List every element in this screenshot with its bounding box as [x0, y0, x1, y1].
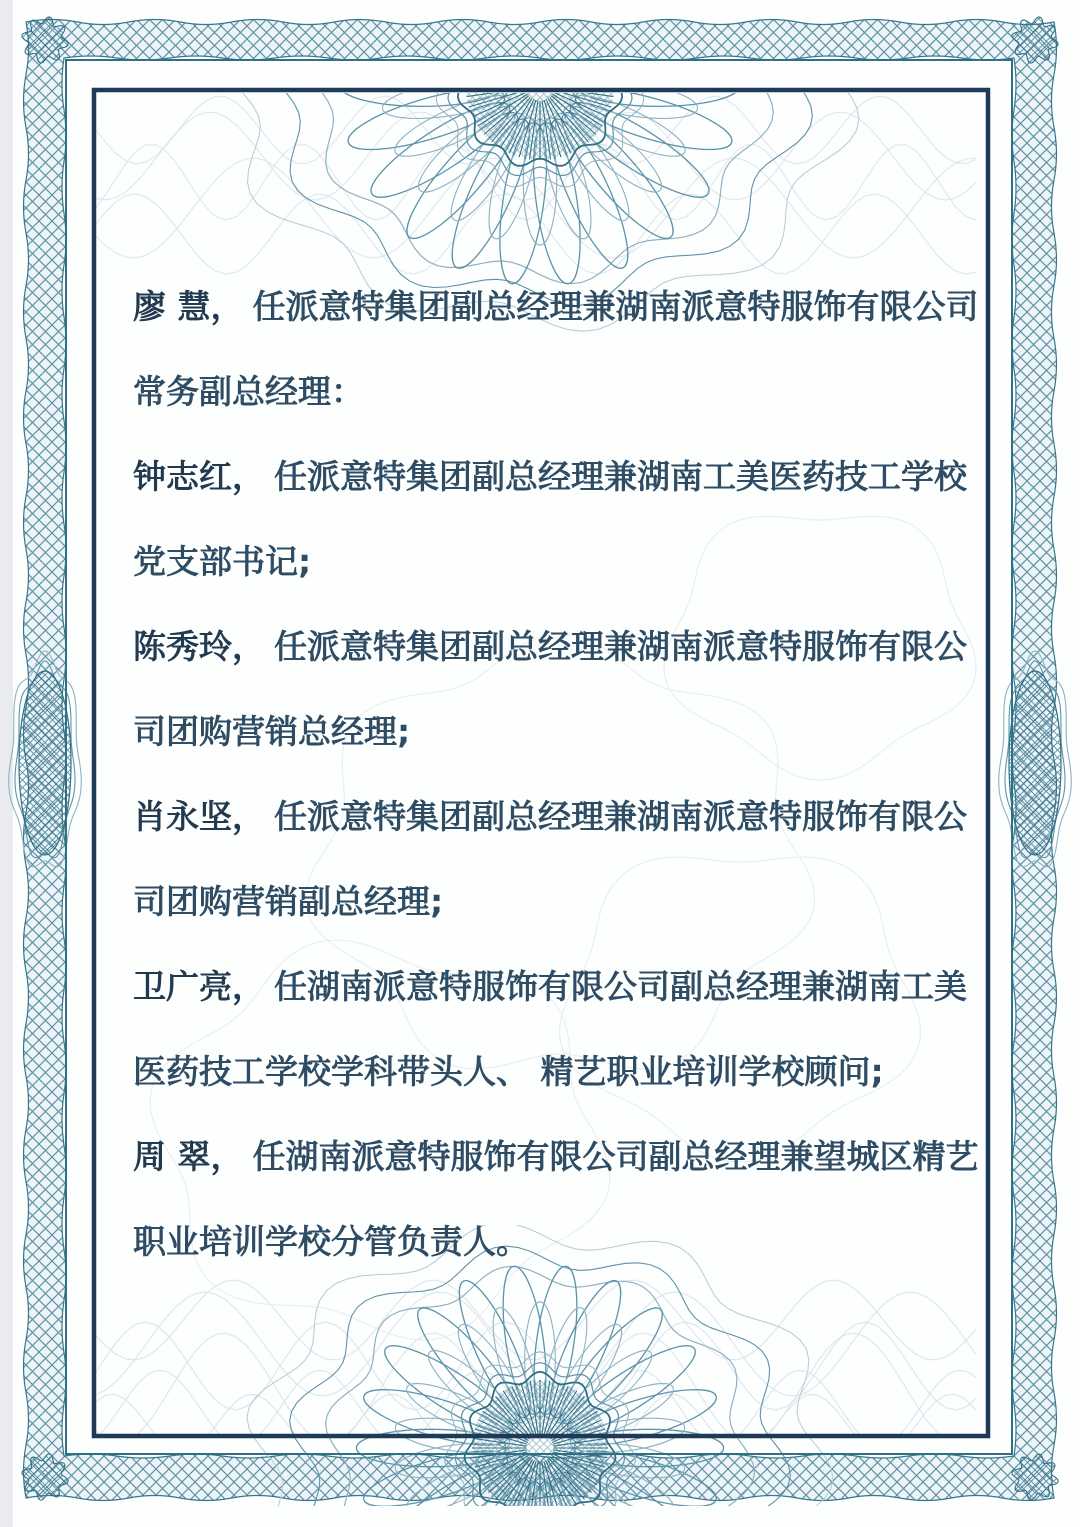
appointment-title-line2: 党支部书记;	[133, 542, 312, 581]
appointment-entry	[133, 944, 999, 1114]
person-name: 卫广亮	[133, 967, 232, 1006]
appointment-line-1	[133, 1114, 999, 1199]
appointment-entry	[133, 774, 999, 944]
appointment-title-line1: 任派意特集团副总经理兼湖南派意特服饰有限公	[274, 627, 967, 666]
appointment-title-line2: 司团购营销总经理;	[133, 712, 411, 751]
appointment-line-1	[133, 264, 999, 349]
person-name: 周 翠	[133, 1137, 211, 1176]
person-name: 廖 慧	[133, 287, 211, 326]
appointment-title-line2: 职业培训学校分管负责人。	[133, 1222, 529, 1261]
appointment-line-1	[133, 774, 999, 859]
name-separator: ，	[232, 797, 265, 836]
appointment-list	[133, 264, 999, 1284]
appointment-entry	[133, 1114, 999, 1284]
person-name: 钟志红	[133, 457, 232, 496]
appointment-title-line2: 司团购营销副总经理;	[133, 882, 444, 921]
name-separator: ，	[232, 457, 265, 496]
appointment-title-line2: 医药技工学校学科带头人、 精艺职业培训学校顾问;	[133, 1052, 884, 1091]
appointment-title-line1: 任派意特集团副总经理兼湖南派意特服饰有限公司	[252, 287, 979, 326]
appointment-title-line1: 任湖南派意特服饰有限公司副总经理兼望城区精艺	[252, 1137, 979, 1176]
name-separator: ，	[210, 287, 244, 326]
appointment-entry	[133, 264, 999, 434]
appointment-title-line2: 常务副总经理：	[133, 372, 364, 411]
appointment-title-line1: 任湖南派意特服饰有限公司副总经理兼湖南工美	[274, 967, 967, 1006]
person-name: 肖永坚	[133, 797, 232, 836]
appointment-entry	[133, 434, 999, 604]
name-separator: ，	[232, 627, 265, 666]
appointment-line-1	[133, 604, 999, 689]
name-separator: ，	[232, 967, 265, 1006]
appointment-line-1	[133, 434, 999, 519]
appointment-entry	[133, 604, 999, 774]
name-separator: ，	[210, 1137, 244, 1176]
person-name: 陈秀玲	[133, 627, 232, 666]
appointment-title-line1: 任派意特集团副总经理兼湖南工美医药技工学校	[274, 457, 967, 496]
appointment-line-1	[133, 944, 999, 1029]
appointment-title-line1: 任派意特集团副总经理兼湖南派意特服饰有限公	[274, 797, 967, 836]
